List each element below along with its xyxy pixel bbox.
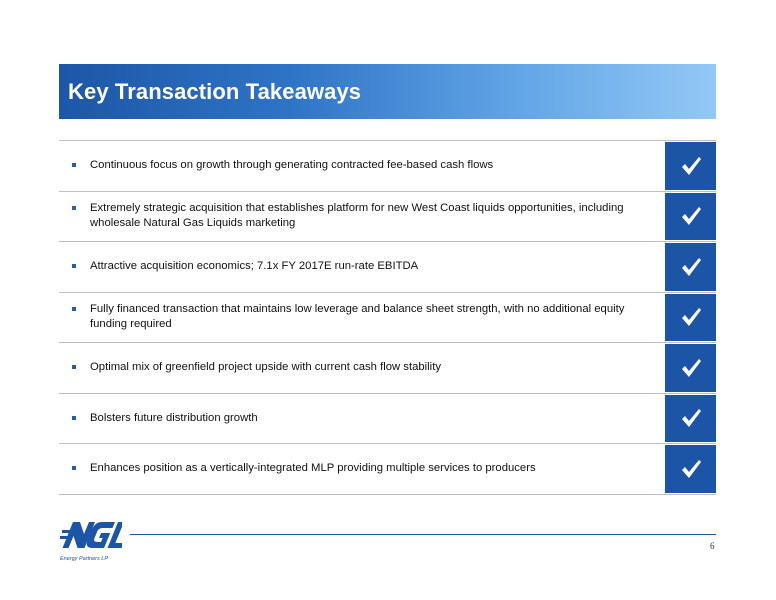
- checkmark-icon: [680, 256, 702, 278]
- square-bullet-icon: [72, 206, 76, 210]
- takeaway-text: Fully financed transaction that maintains low leverage and balance sheet strength, with no additional equity funding required: [90, 303, 625, 331]
- takeaway-row: [59, 192, 716, 243]
- square-bullet-icon: [72, 466, 76, 470]
- takeaway-row: [59, 343, 716, 394]
- takeaway-row: [59, 394, 716, 445]
- takeaway-row: [59, 141, 716, 192]
- takeaway-text-cell: [59, 394, 665, 444]
- takeaways-list: [59, 140, 716, 495]
- checkmark-icon: [680, 357, 702, 379]
- takeaway-text-cell: [59, 141, 665, 191]
- square-bullet-icon: [72, 307, 76, 311]
- checkmark-icon: [680, 205, 702, 227]
- checkmark-icon: [680, 407, 702, 429]
- takeaway-text-cell: [59, 293, 665, 343]
- page-title: Key Transaction Takeaways: [68, 78, 362, 104]
- takeaway-text-cell: [59, 192, 665, 242]
- takeaway-text-cell: [59, 242, 665, 292]
- logo-subtext: Energy Partners LP: [60, 556, 108, 562]
- square-bullet-icon: [72, 416, 76, 420]
- takeaway-text: Attractive acquisition economics; 7.1x FY 2017E run-rate EBITDA: [90, 260, 419, 273]
- takeaway-text: Bolsters future distribution growth: [90, 411, 258, 424]
- check-cell: [665, 243, 716, 291]
- takeaway-text-cell: [59, 343, 665, 393]
- check-cell: [665, 294, 716, 342]
- takeaway-row: [59, 242, 716, 293]
- takeaway-text: Extremely strategic acquisition that establishes platform for new West Coast liquids opportunities, including wholesale Natural Gas Liquids marketing: [90, 202, 624, 230]
- check-cell: [665, 445, 716, 493]
- checkmark-icon: [680, 458, 702, 480]
- square-bullet-icon: [72, 264, 76, 268]
- checkmark-icon: [680, 306, 702, 328]
- takeaway-text: Continuous focus on growth through generating contracted fee-based cash flows: [90, 159, 494, 172]
- footer-divider: [130, 534, 716, 535]
- takeaway-row: [59, 444, 716, 495]
- check-cell: [665, 344, 716, 392]
- page-number: 6: [710, 541, 715, 551]
- check-cell: [665, 142, 716, 190]
- check-cell: [665, 395, 716, 443]
- takeaway-text-cell: [59, 444, 665, 494]
- takeaway-text: Enhances position as a vertically-integrated MLP providing multiple services to producers: [90, 462, 536, 475]
- square-bullet-icon: [72, 163, 76, 167]
- title-bar: [59, 64, 716, 119]
- check-cell: [665, 193, 716, 241]
- checkmark-icon: [680, 155, 702, 177]
- square-bullet-icon: [72, 365, 76, 369]
- takeaway-text: Optimal mix of greenfield project upside with current cash flow stability: [90, 361, 441, 374]
- takeaway-row: [59, 293, 716, 344]
